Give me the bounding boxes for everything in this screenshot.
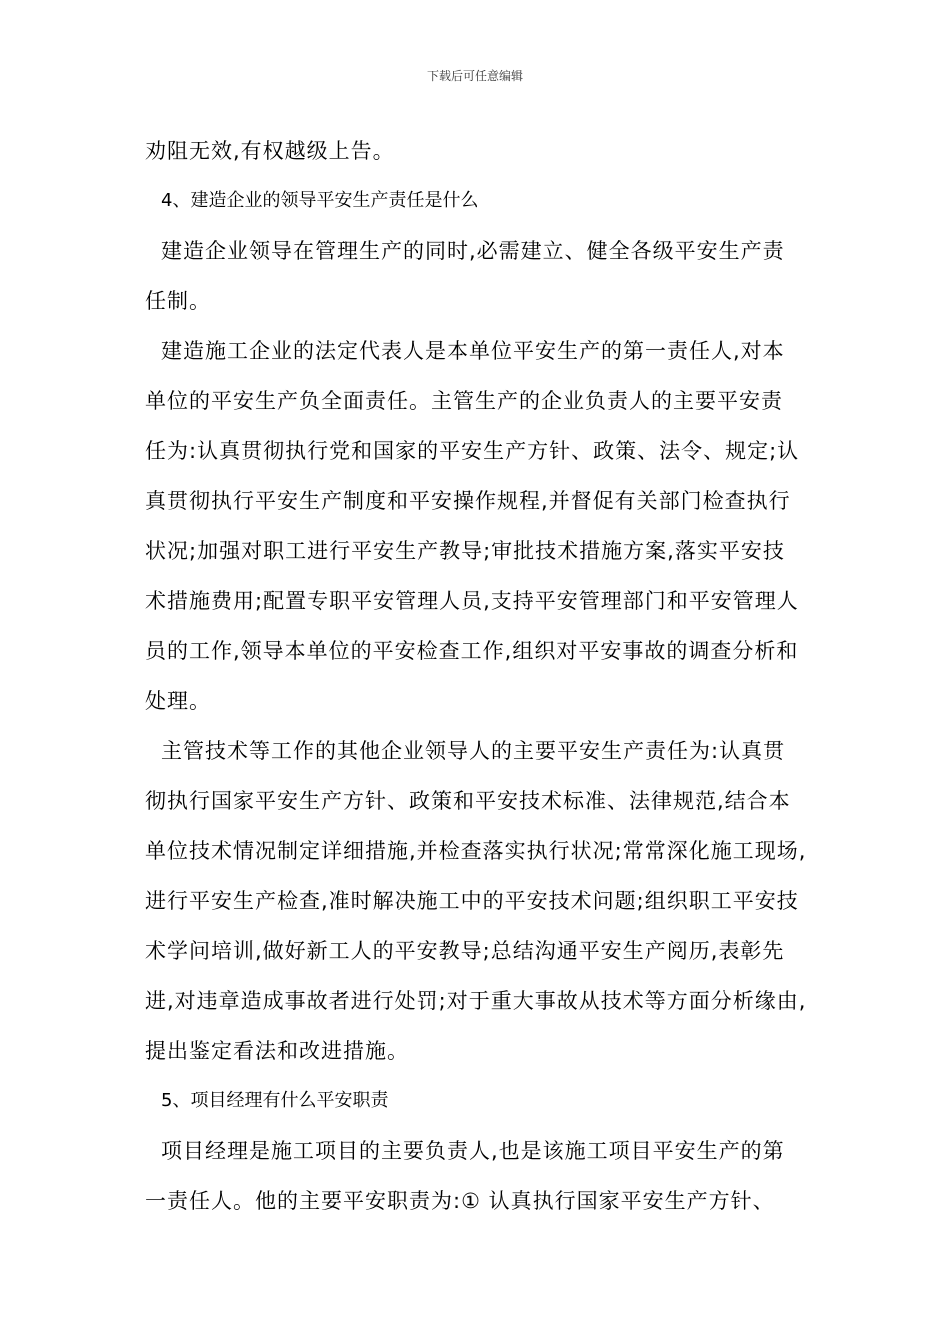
text-line: 项目经理是施工项目的主要负责人,也是该施工项目平安生产的第 bbox=[161, 1139, 785, 1163]
text-line: 任制。 bbox=[145, 289, 211, 313]
text-line: 术措施费用;配置专职平安管理人员,支持平安管理部门和平安管理人 bbox=[145, 589, 799, 613]
text-line: 员的工作,领导本单位的平安检查工作,组织对平安事故的调查分析和 bbox=[145, 639, 799, 663]
text-line: 建造企业领导在管理生产的同时,必需建立、健全各级平安生产责 bbox=[161, 239, 785, 263]
text-line: 主管技术等工作的其他企业领导人的主要平安生产责任为:认真贯 bbox=[161, 739, 786, 763]
text-line: 一责任人。他的主要平安职责为:① 认真执行国家平安生产方针、 bbox=[145, 1189, 775, 1213]
text-line: 处理。 bbox=[145, 689, 211, 713]
page-header: 下载后可任意编辑 bbox=[426, 69, 523, 83]
section-heading: 5、项目经理有什么平安职责 bbox=[161, 1090, 389, 1111]
text-line: 单位技术情况制定详细措施,并检查落实执行状况;常常深化施工现场, bbox=[145, 839, 807, 863]
text-line: 任为:认真贯彻执行党和国家的平安生产方针、政策、法令、规定;认 bbox=[145, 439, 800, 463]
text-line: 建造施工企业的法定代表人是本单位平安生产的第一责任人,对本 bbox=[161, 339, 785, 363]
document-body bbox=[145, 126, 809, 1226]
text-line: 状况;加强对职工进行平安生产教导;审批技术措施方案,落实平安技 bbox=[145, 539, 785, 563]
text-line: 彻执行国家平安生产方针、政策和平安技术标准、法律规范,结合本 bbox=[145, 789, 791, 813]
text-line: 真贯彻执行平安生产制度和平安操作规程,并督促有关部门检查执行 bbox=[145, 489, 791, 513]
text-line: 劝阻无效,有权越级上告。 bbox=[145, 139, 395, 163]
section-heading: 4、建造企业的领导平安生产责任是什么 bbox=[161, 190, 479, 211]
text-line: 术学问培训,做好新工人的平安教导;总结沟通平安生产阅历,表彰先 bbox=[145, 939, 785, 963]
text-line: 单位的平安生产负全面责任。主管生产的企业负责人的主要平安责 bbox=[145, 389, 783, 413]
text-line: 进,对违章造成事故者进行处罚;对于重大事故从技术等方面分析缘由, bbox=[145, 989, 807, 1013]
text-line: 提出鉴定看法和改进措施。 bbox=[145, 1039, 409, 1063]
text-line: 进行平安生产检查,准时解决施工中的平安技术问题;组织职工平安技 bbox=[145, 889, 799, 913]
